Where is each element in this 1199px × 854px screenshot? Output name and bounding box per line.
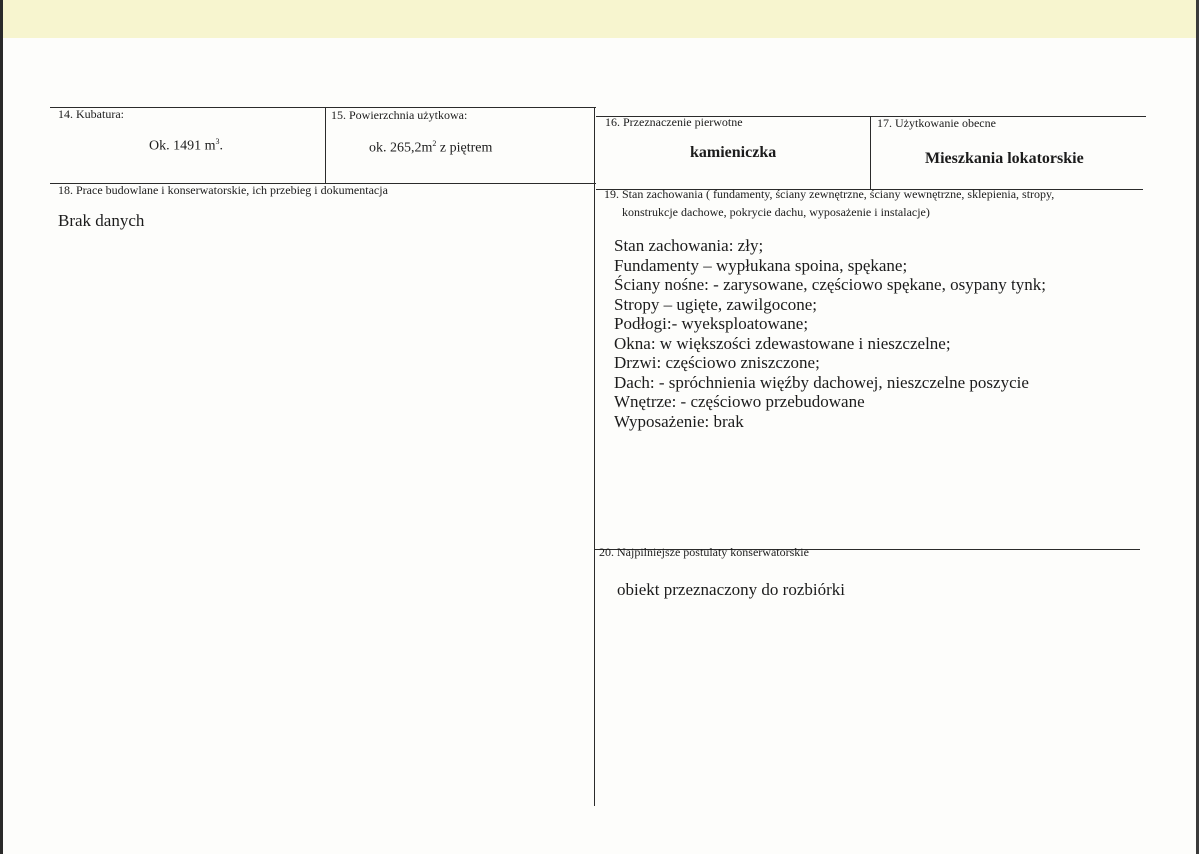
scan-top-strip — [0, 0, 1199, 38]
field-17-label: 17. Użytkowanie obecne — [877, 116, 996, 130]
field-20-label: 20. Najpilniejsze postulaty konserwatorskie — [599, 545, 809, 559]
field-18-label: 18. Prace budowlane i konserwatorskie, ich przebieg i dokumentacja — [58, 183, 388, 197]
field-18-value: Brak danych — [58, 211, 145, 230]
condition-line: Okna: w większości zdewastowane i nieszczelne; — [614, 333, 951, 353]
condition-line: Stropy – ugięte, zawilgocone; — [614, 294, 818, 314]
col-divider-15 — [325, 107, 326, 183]
field-17-value: Mieszkania lokatorskie — [925, 150, 1084, 167]
field-19-label: 19. Stan zachowania ( fundamenty, ściany zewnętrzne, ściany wewnętrzne, sklepienia, stropy, — [604, 187, 1055, 201]
field-20-value: obiekt przeznaczony do rozbiórki — [617, 580, 845, 599]
field-15-label: 15. Powierzchnia użytkowa: — [331, 108, 468, 122]
condition-line: Dach: - spróchnienia więźby dachowej, nieszczelne poszycie — [614, 372, 1029, 392]
field-16-label: 16. Przeznaczenie pierwotne — [605, 115, 743, 129]
field-14-label: 14. Kubatura: — [58, 107, 124, 121]
field-15-value: ok. $265,2m^2$ z piętrem — [369, 139, 493, 156]
condition-line: Stan zachowania: zły; — [614, 236, 764, 255]
condition-line: Ściany nośne: - zarysowane, częściowo spękane, osypany tynk; — [614, 275, 1046, 294]
condition-list — [614, 236, 1046, 431]
scan-left-edge — [0, 0, 3, 854]
field-14-value: Ok. 1491 $m^3$. — [149, 137, 223, 154]
condition-line: Drzwi: częściowo zniszczone; — [614, 353, 820, 372]
condition-line: Wyposażenie: brak — [614, 411, 744, 431]
col-divider-main — [594, 108, 595, 806]
condition-line: Wnętrze: - częściowo przebudowane — [614, 392, 865, 411]
row-top-rule-left — [50, 107, 596, 108]
condition-line: Podłogi:- wyeksploatowane; — [614, 314, 809, 333]
field-19-label-continued: konstrukcje dachowe, pokrycie dachu, wyposażenie i instalacje) — [622, 205, 930, 219]
col-divider-17 — [870, 116, 871, 189]
field-16-value: kamieniczka — [690, 144, 777, 161]
condition-line: Fundamenty – wypłukana spoina, spękane; — [614, 255, 908, 275]
